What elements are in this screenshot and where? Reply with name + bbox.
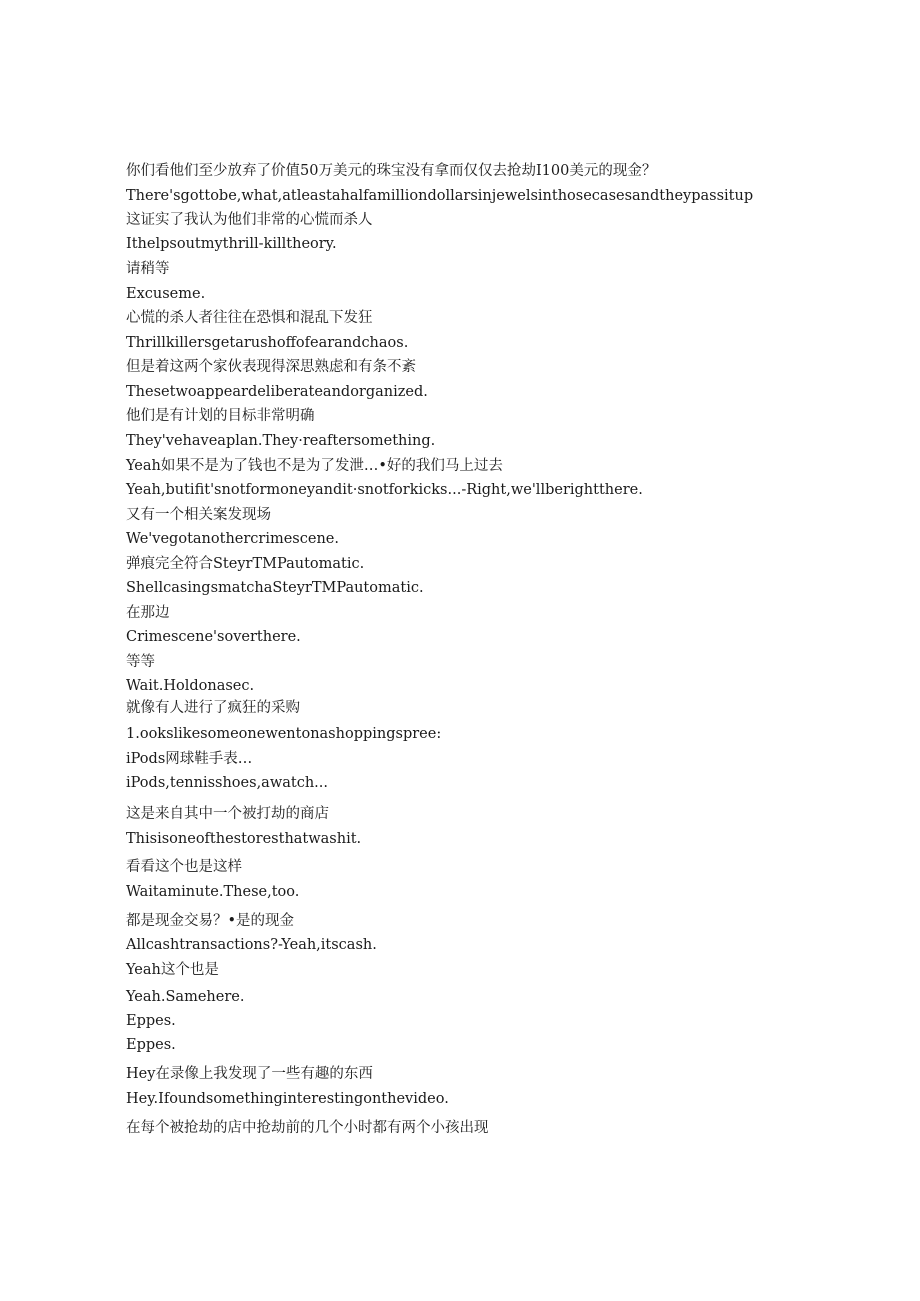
subtitle-line-en: Wait.Holdonasec. (126, 678, 255, 694)
subtitle-line-zh: 但是着这两个家伙表现得深思熟虑和有条不紊 (126, 359, 416, 375)
subtitle-line-zh: 等等 (126, 654, 155, 670)
subtitle-line-en: Eppes. (126, 1013, 176, 1029)
subtitle-line-zh: Hey在录像上我发现了一些有趣的东西 (126, 1066, 373, 1082)
subtitle-line-zh: iPods网球鞋手表… (126, 751, 253, 767)
subtitle-line-en: Ithelpsoutmythrill-killtheory. (126, 236, 337, 252)
subtitle-line-en: Yeah.Samehere. (126, 989, 245, 1005)
subtitle-line-zh: 看看这个也是这样 (126, 859, 242, 875)
subtitle-line-en: We'vegotanothercrimescene. (126, 531, 339, 547)
subtitle-line-zh: 心慌的杀人者往往在恐惧和混乱下发狂 (126, 310, 373, 326)
subtitle-line-en: Excuseme. (126, 286, 206, 302)
subtitle-line-en: Yeah,butifit'snotformoneyandit·snotforkicks...-Right,we'llberightthere. (126, 482, 643, 498)
subtitle-line-en: Eppes. (126, 1037, 176, 1053)
subtitle-line-zh: 就像有人进行了疯狂的采购 (126, 700, 300, 716)
subtitle-line-en: iPods,tennisshoes,awatch... (126, 775, 328, 791)
subtitle-line-en: ShellcasingsmatchaSteyrTMPautomatic. (126, 580, 424, 596)
subtitle-line-zh: 这是来自其中一个被打劫的商店 (126, 806, 329, 822)
subtitle-line-zh: 在那边 (126, 605, 170, 621)
subtitle-line-zh: 在每个被抢劫的店中抢劫前的几个小时都有两个小孩出现 (126, 1120, 489, 1136)
subtitle-line-en: Thisisoneofthestoresthatwashit. (126, 831, 362, 847)
subtitle-line-en: Crimescene'soverthere. (126, 629, 301, 645)
subtitle-line-en: 1.ookslikesomeonewentonashoppingspree: (126, 726, 442, 742)
subtitle-line-en: Hey.Ifoundsomethinginterestingonthevideo. (126, 1091, 449, 1107)
subtitle-line-zh: Yeah这个也是 (126, 962, 219, 978)
subtitle-line-en: Thesetwoappeardeliberateandorganized. (126, 384, 428, 400)
subtitle-line-zh: 又有一个相关案发现场 (126, 507, 271, 523)
subtitle-line-zh: 都是现金交易？•是的现金 (126, 913, 295, 929)
subtitle-line-zh: 请稍等 (126, 261, 170, 277)
subtitle-line-zh: 他们是有计划的目标非常明确 (126, 408, 315, 424)
subtitle-line-zh: Yeah如果不是为了钱也不是为了发泄…•好的我们马上过去 (126, 458, 503, 474)
subtitle-line-en: Thrillkillersgetarushoffofearandchaos. (126, 335, 409, 351)
subtitle-line-zh: 你们看他们至少放弃了价值50万美元的珠宝没有拿而仅仅去抢劫I100美元的现金？ (126, 163, 657, 179)
subtitle-line-zh: 弹痕完全符合SteyrTMPautomatic. (126, 556, 365, 572)
subtitle-line-en: There'sgottobe,what,atleastahalfamilliondollarsinjewelsinthosecasesandtheypassitup (126, 188, 754, 204)
subtitle-line-zh: 这证实了我认为他们非常的心慌而杀人 (126, 212, 373, 228)
subtitle-line-en: They'vehaveaplan.They·reaftersomething. (126, 433, 436, 449)
subtitle-line-en: Waitaminute.These,too. (126, 884, 300, 900)
subtitle-line-en: Allcashtransactions?-Yeah,itscash. (126, 937, 377, 953)
